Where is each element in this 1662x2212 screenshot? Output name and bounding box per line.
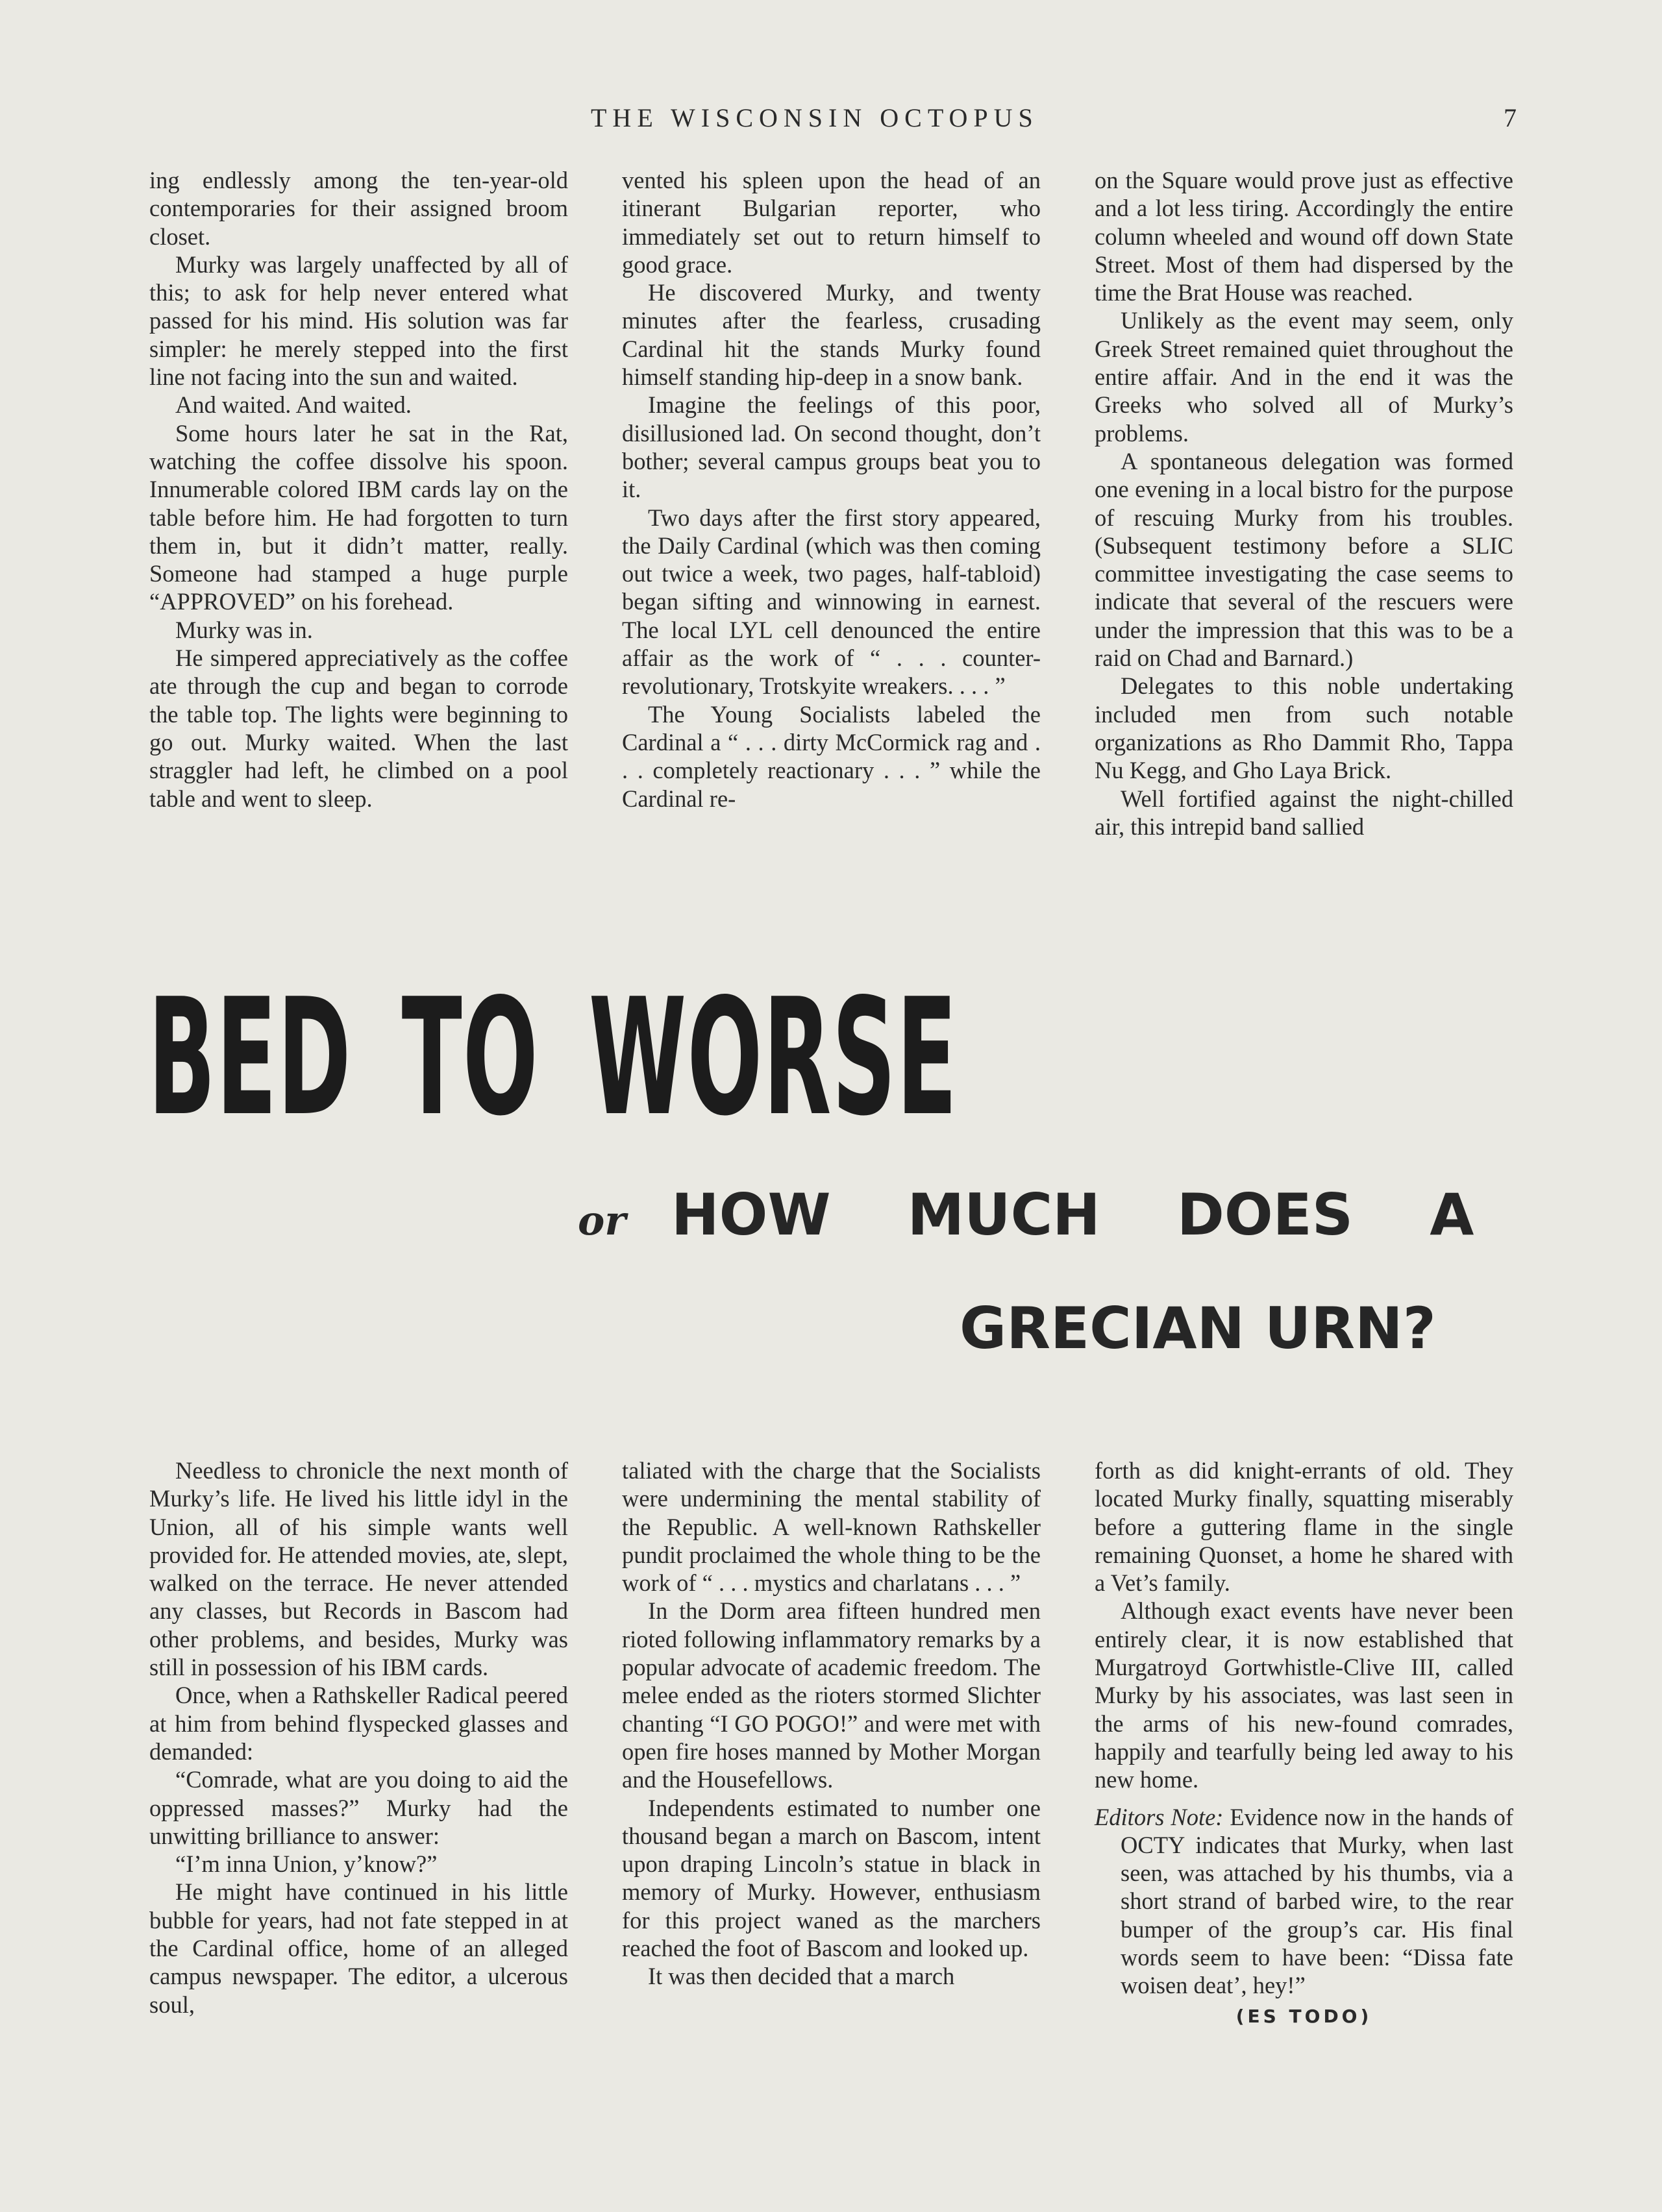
editors-note-label: Editors Note: xyxy=(1095,1803,1224,1830)
paragraph: on the Square would prove just as effective and a lot less tiring. Accordingly the entire column wheeled and wound off down State Street. Most of them had dispersed by the time the Brat House was reached. xyxy=(1095,167,1513,306)
page-number: 7 xyxy=(1504,103,1517,132)
paragraph: Although exact events have never been entirely clear, it is now established that Murgatroyd Gortwhistle-Clive III, called Murky by his associates, was last seen in the arms of his new-found comrades, happily and tearfully being led away to his new home. xyxy=(1095,1597,1513,1793)
paragraph: And waited. And waited. xyxy=(175,391,412,419)
paragraph: taliated with the charge that the Socialists were undermining the mental stability of the Republic. A well-known Rathskeller pundit proclaimed the whole thing to be the work of “ . . . mystics and charlatans . . . ” xyxy=(622,1457,1041,1597)
top-column-1 xyxy=(149,166,568,813)
title-word: TO xyxy=(401,965,539,1151)
paragraph: vented his spleen upon the head of an itinerant Bulgarian reporter, who immediately set out to return himself to good grace. xyxy=(622,167,1041,278)
subtitle-word: HOW xyxy=(671,1181,831,1248)
paragraph: Imagine the feelings of this poor, disillusioned lad. On second thought, don’t bother; several campus groups beat you to it. xyxy=(622,391,1041,503)
top-column-2 xyxy=(622,166,1041,813)
article-title xyxy=(148,965,1008,1151)
paragraph: Two days after the first story appeared, the Daily Cardinal (which was then coming out twice a week, two pages, half-tabloid) began sifting and winnowing in earnest. The local LYL cell denounced the entire affair as the work of “ . . . counter-revolutionary, Trotskyite wreakers. . . . ” xyxy=(622,504,1041,700)
paragraph: Once, when a Rathskeller Radical peered at him from behind flyspecked glasses and demanded: xyxy=(149,1682,568,1765)
paragraph: He simpered appreciatively as the coffee ate through the cup and began to corrode the table top. The lights were beginning to go out. Murky waited. When the last straggler had left, he climbed on a pool table and went to sleep. xyxy=(149,645,568,812)
paragraph: It was then decided that a march xyxy=(648,1963,955,1990)
bottom-column-3 xyxy=(1095,1456,1513,2030)
paragraph: Well fortified against the night-chilled air, this intrepid band sallied xyxy=(1095,785,1513,840)
subtitle-line-2: GRECIAN URN? xyxy=(960,1295,1436,1362)
subtitle-word: MUCH xyxy=(907,1181,1100,1248)
paragraph: forth as did knight-errants of old. They located Murky finally, squatting miserably before a guttering flame in the single remaining Quonset, a home he shared with a Vet’s family. xyxy=(1095,1457,1513,1597)
editors-note xyxy=(1095,1803,1513,2000)
signoff: (ES TODO) xyxy=(1235,2005,1372,2027)
paragraph: “I’m inna Union, y’know?” xyxy=(175,1850,438,1878)
paragraph: He discovered Murky, and twenty minutes after the fearless, crusading Cardinal hit the stands Murky found himself standing hip-deep in a snow bank. xyxy=(622,279,1041,391)
subtitle-or: or xyxy=(578,1197,626,1244)
paragraph: Unlikely as the event may seem, only Greek Street remained quiet throughout the entire affair. And in the end it was the Greeks who solved all of Murky’s problems. xyxy=(1095,307,1513,447)
paragraph: Independents estimated to number one thousand began a march on Bascom, intent upon draping Lincoln’s statue in black in memory of Murky. However, enthusiasm for this project waned as the marchers reached the foot of Bascom and looked up. xyxy=(622,1794,1041,1962)
paragraph: Some hours later he sat in the Rat, watching the coffee dissolve his spoon. Innumerable colored IBM cards lay on the table before him. He had forgotten to turn them in, but it didn’t matter, really. Someone had stamped a huge purple “APPROVED” on his forehead. xyxy=(149,419,568,615)
paragraph: Delegates to this noble undertaking included men from such notable organizations as Rho Dammit Rho, Tappa Nu Kegg, and Gho Laya Brick. xyxy=(1095,672,1513,784)
title-word: BED xyxy=(148,965,352,1151)
paragraph: Murky was in. xyxy=(175,616,313,643)
title-word: WORSE xyxy=(588,965,958,1151)
subtitle-line-1 xyxy=(578,1181,1474,1248)
running-header: THE WISCONSIN OCTOPUS xyxy=(591,103,1039,132)
subtitle-word: A xyxy=(1430,1181,1474,1248)
bottom-column-2 xyxy=(622,1456,1041,1991)
paragraph: ing endlessly among the ten-year-old contemporaries for their assigned broom closet. xyxy=(149,167,568,250)
paragraph: A spontaneous delegation was formed one evening in a local bistro for the purpose of rescuing Murky from his troubles. (Subsequent testimony before a SLIC committee investigating the case seems to indicate that several of the rescuers were under the impression that this was to be a raid on Chad and Barnard.) xyxy=(1095,447,1513,672)
bottom-column-1 xyxy=(149,1456,568,2019)
paragraph: “Comrade, what are you doing to aid the oppressed masses?” Murky had the unwitting brilliance to answer: xyxy=(149,1766,568,1849)
paragraph: Needless to chronicle the next month of Murky’s life. He lived his little idyl in the Union, all of his simple wants well provided for. He attended movies, ate, slept, walked on the terrace. He never attended any classes, but Records in Bascom had other problems, and besides, Murky was still in possession of his IBM cards. xyxy=(149,1457,568,1681)
editors-note-text: Evidence now in the hands of OCTY indicates that Murky, when last seen, was attached by his thumbs, via a short strand of barbed wire, to the rear bumper of the group’s car. His final words seem to have been: “Dissa fate woisen deat’, hey!” xyxy=(1121,1803,1513,1999)
subtitle-word: DOES xyxy=(1176,1181,1354,1248)
paragraph: In the Dorm area fifteen hundred men rioted following inflammatory remarks by a popular advocate of academic freedom. The melee ended as the rioters stormed Slichter chanting “I GO POGO!” and were met with open fire hoses manned by Mother Morgan and the Housefellows. xyxy=(622,1597,1041,1793)
top-column-3 xyxy=(1095,166,1513,841)
paragraph: The Young Socialists labeled the Cardinal a “ . . . dirty McCormick rag and . . . completely reactionary . . . ” while the Cardinal re- xyxy=(622,700,1041,812)
paragraph: Murky was largely unaffected by all of this; to ask for help never entered what passed for his mind. His solution was far simpler: he merely stepped into the first line not facing into the sun and waited. xyxy=(149,251,568,391)
paragraph: He might have continued in his little bubble for years, had not fate stepped in at the Cardinal office, home of an alleged campus newspaper. The editor, a ulcerous soul, xyxy=(149,1878,568,2018)
